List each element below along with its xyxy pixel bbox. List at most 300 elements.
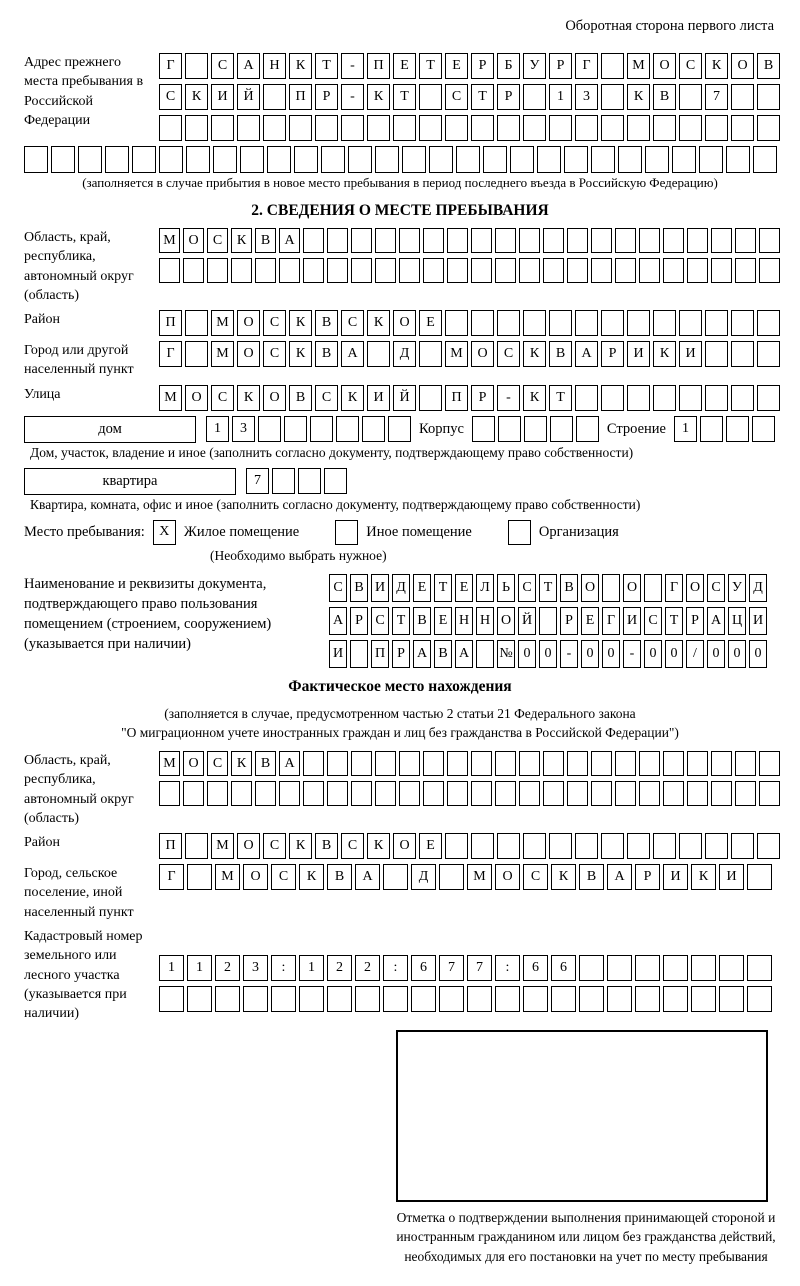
char-box[interactable]: Т [419, 53, 442, 79]
char-box[interactable]: О [623, 574, 641, 602]
char-box[interactable] [539, 607, 557, 635]
char-box[interactable]: В [549, 341, 572, 367]
char-box[interactable] [644, 574, 662, 602]
char-box[interactable]: И [329, 640, 347, 668]
char-box[interactable] [341, 115, 364, 141]
char-box[interactable] [310, 416, 333, 442]
char-box[interactable] [705, 310, 728, 336]
char-box[interactable]: 6 [551, 955, 576, 981]
char-box[interactable]: 0 [602, 640, 620, 668]
char-box[interactable]: Р [497, 84, 520, 110]
char-box[interactable] [299, 986, 324, 1012]
char-box[interactable] [187, 986, 212, 1012]
char-box[interactable] [523, 115, 546, 141]
char-box[interactable]: Р [471, 53, 494, 79]
char-box[interactable]: В [315, 341, 338, 367]
char-box[interactable] [679, 84, 702, 110]
char-box[interactable] [543, 228, 564, 253]
char-box[interactable] [691, 986, 716, 1012]
char-box[interactable]: О [686, 574, 704, 602]
char-box[interactable] [327, 258, 348, 283]
char-box[interactable] [759, 751, 780, 776]
checkbox-zhiloe[interactable]: X [153, 520, 176, 545]
char-box[interactable]: С [263, 341, 286, 367]
char-box[interactable]: В [579, 864, 604, 890]
char-box[interactable]: Б [497, 53, 520, 79]
char-box[interactable]: 2 [215, 955, 240, 981]
char-box[interactable]: А [237, 53, 260, 79]
char-box[interactable] [663, 986, 688, 1012]
char-box[interactable] [699, 146, 723, 173]
char-box[interactable] [735, 258, 756, 283]
char-box[interactable]: : [271, 955, 296, 981]
char-box[interactable]: С [341, 833, 364, 859]
char-box[interactable]: Р [601, 341, 624, 367]
char-box[interactable]: Ь [497, 574, 515, 602]
char-box[interactable] [439, 864, 464, 890]
char-box[interactable] [483, 146, 507, 173]
char-box[interactable] [419, 385, 442, 411]
char-box[interactable]: П [445, 385, 468, 411]
char-box[interactable]: 1 [187, 955, 212, 981]
char-box[interactable]: М [211, 833, 234, 859]
char-box[interactable] [439, 986, 464, 1012]
char-box[interactable] [747, 986, 772, 1012]
char-box[interactable] [551, 986, 576, 1012]
char-box[interactable]: У [728, 574, 746, 602]
char-box[interactable] [495, 751, 516, 776]
char-box[interactable]: К [705, 53, 728, 79]
char-box[interactable] [618, 146, 642, 173]
char-box[interactable] [564, 146, 588, 173]
char-box[interactable] [367, 341, 390, 367]
char-box[interactable]: О [183, 228, 204, 253]
char-box[interactable]: - [341, 53, 364, 79]
char-box[interactable]: М [159, 751, 180, 776]
char-box[interactable] [447, 751, 468, 776]
char-box[interactable] [456, 146, 480, 173]
char-box[interactable] [567, 228, 588, 253]
char-box[interactable] [653, 310, 676, 336]
char-box[interactable] [159, 146, 183, 173]
char-box[interactable] [186, 146, 210, 173]
char-box[interactable] [579, 955, 604, 981]
char-box[interactable] [495, 781, 516, 806]
char-box[interactable] [735, 781, 756, 806]
char-box[interactable]: 3 [232, 416, 255, 442]
char-box[interactable]: 1 [674, 416, 697, 442]
char-box[interactable] [615, 781, 636, 806]
kvartira-type-box[interactable]: квартира [24, 468, 236, 495]
char-box[interactable]: И [367, 385, 390, 411]
char-box[interactable]: Е [413, 574, 431, 602]
char-box[interactable] [705, 833, 728, 859]
char-box[interactable] [524, 416, 547, 442]
char-box[interactable]: С [679, 53, 702, 79]
char-box[interactable] [602, 574, 620, 602]
char-box[interactable]: А [279, 228, 300, 253]
char-box[interactable] [315, 115, 338, 141]
char-box[interactable]: П [371, 640, 389, 668]
char-box[interactable]: 0 [581, 640, 599, 668]
char-box[interactable] [255, 258, 276, 283]
char-box[interactable] [601, 310, 624, 336]
char-box[interactable] [423, 781, 444, 806]
char-box[interactable]: И [749, 607, 767, 635]
char-box[interactable] [752, 416, 775, 442]
char-box[interactable]: А [413, 640, 431, 668]
char-box[interactable] [447, 228, 468, 253]
char-box[interactable] [747, 864, 772, 890]
char-box[interactable] [663, 955, 688, 981]
char-box[interactable] [213, 146, 237, 173]
char-box[interactable]: С [211, 53, 234, 79]
char-box[interactable]: В [315, 310, 338, 336]
char-box[interactable] [367, 115, 390, 141]
checkbox-inoe[interactable] [335, 520, 358, 545]
char-box[interactable]: К [289, 341, 312, 367]
char-box[interactable] [298, 468, 321, 494]
char-box[interactable] [185, 115, 208, 141]
char-box[interactable]: К [627, 84, 650, 110]
char-box[interactable]: В [560, 574, 578, 602]
char-box[interactable]: О [581, 574, 599, 602]
char-box[interactable] [429, 146, 453, 173]
char-box[interactable] [607, 955, 632, 981]
char-box[interactable]: М [211, 310, 234, 336]
char-box[interactable] [543, 258, 564, 283]
char-box[interactable]: К [653, 341, 676, 367]
char-box[interactable]: Т [665, 607, 683, 635]
char-box[interactable]: 6 [523, 955, 548, 981]
char-box[interactable] [24, 146, 48, 173]
char-box[interactable] [601, 833, 624, 859]
char-box[interactable]: В [350, 574, 368, 602]
char-box[interactable]: Т [549, 385, 572, 411]
char-box[interactable] [327, 228, 348, 253]
char-box[interactable] [279, 781, 300, 806]
char-box[interactable] [591, 146, 615, 173]
char-box[interactable] [519, 258, 540, 283]
char-box[interactable]: Г [665, 574, 683, 602]
char-box[interactable]: С [644, 607, 662, 635]
char-box[interactable] [348, 146, 372, 173]
char-box[interactable]: С [497, 341, 520, 367]
char-box[interactable] [303, 781, 324, 806]
char-box[interactable]: Й [518, 607, 536, 635]
char-box[interactable]: О [497, 607, 515, 635]
char-box[interactable]: В [255, 751, 276, 776]
char-box[interactable] [185, 53, 208, 79]
char-box[interactable]: С [263, 310, 286, 336]
char-box[interactable]: Е [455, 574, 473, 602]
char-box[interactable]: М [467, 864, 492, 890]
char-box[interactable] [567, 751, 588, 776]
char-box[interactable] [711, 781, 732, 806]
char-box[interactable] [663, 751, 684, 776]
char-box[interactable]: 0 [749, 640, 767, 668]
char-box[interactable]: П [367, 53, 390, 79]
char-box[interactable] [258, 416, 281, 442]
char-box[interactable] [601, 115, 624, 141]
char-box[interactable] [445, 833, 468, 859]
char-box[interactable]: 1 [206, 416, 229, 442]
char-box[interactable] [549, 115, 572, 141]
char-box[interactable] [423, 228, 444, 253]
char-box[interactable]: 7 [467, 955, 492, 981]
char-box[interactable] [627, 385, 650, 411]
char-box[interactable]: О [393, 310, 416, 336]
char-box[interactable] [399, 751, 420, 776]
char-box[interactable] [567, 258, 588, 283]
char-box[interactable]: 0 [665, 640, 683, 668]
char-box[interactable] [159, 986, 184, 1012]
char-box[interactable] [687, 781, 708, 806]
char-box[interactable]: 2 [327, 955, 352, 981]
char-box[interactable]: Р [350, 607, 368, 635]
char-box[interactable] [757, 310, 780, 336]
char-box[interactable] [399, 228, 420, 253]
char-box[interactable] [467, 986, 492, 1012]
char-box[interactable] [691, 955, 716, 981]
char-box[interactable] [445, 115, 468, 141]
char-box[interactable] [663, 781, 684, 806]
char-box[interactable] [472, 416, 495, 442]
char-box[interactable]: А [607, 864, 632, 890]
char-box[interactable] [519, 751, 540, 776]
char-box[interactable] [757, 385, 780, 411]
char-box[interactable] [711, 258, 732, 283]
char-box[interactable]: М [211, 341, 234, 367]
char-box[interactable] [375, 751, 396, 776]
char-box[interactable]: К [237, 385, 260, 411]
char-box[interactable]: К [551, 864, 576, 890]
char-box[interactable] [240, 146, 264, 173]
char-box[interactable]: 3 [575, 84, 598, 110]
char-box[interactable] [159, 781, 180, 806]
char-box[interactable] [757, 115, 780, 141]
char-box[interactable]: К [523, 385, 546, 411]
char-box[interactable]: 7 [246, 468, 269, 494]
char-box[interactable] [549, 310, 572, 336]
char-box[interactable]: Т [539, 574, 557, 602]
char-box[interactable]: Е [434, 607, 452, 635]
char-box[interactable] [591, 751, 612, 776]
char-box[interactable]: Г [159, 53, 182, 79]
char-box[interactable] [327, 986, 352, 1012]
char-box[interactable]: К [341, 385, 364, 411]
char-box[interactable] [627, 833, 650, 859]
char-box[interactable]: Г [602, 607, 620, 635]
char-box[interactable]: В [757, 53, 780, 79]
char-box[interactable] [447, 258, 468, 283]
char-box[interactable] [351, 228, 372, 253]
char-box[interactable] [237, 115, 260, 141]
char-box[interactable]: М [445, 341, 468, 367]
char-box[interactable]: К [185, 84, 208, 110]
char-box[interactable]: Г [575, 53, 598, 79]
char-box[interactable] [579, 986, 604, 1012]
char-box[interactable] [519, 228, 540, 253]
char-box[interactable] [576, 416, 599, 442]
char-box[interactable]: С [263, 833, 286, 859]
char-box[interactable]: С [518, 574, 536, 602]
char-box[interactable] [757, 833, 780, 859]
char-box[interactable] [78, 146, 102, 173]
char-box[interactable]: Н [263, 53, 286, 79]
char-box[interactable]: И [623, 607, 641, 635]
char-box[interactable]: О [495, 864, 520, 890]
char-box[interactable] [471, 115, 494, 141]
char-box[interactable]: С [207, 751, 228, 776]
char-box[interactable]: 7 [705, 84, 728, 110]
char-box[interactable] [211, 115, 234, 141]
char-box[interactable]: К [523, 341, 546, 367]
char-box[interactable]: Е [445, 53, 468, 79]
char-box[interactable] [731, 84, 754, 110]
char-box[interactable] [303, 228, 324, 253]
char-box[interactable] [705, 115, 728, 141]
char-box[interactable]: А [341, 341, 364, 367]
char-box[interactable]: 0 [539, 640, 557, 668]
char-box[interactable] [653, 115, 676, 141]
char-box[interactable]: К [289, 53, 312, 79]
char-box[interactable] [679, 115, 702, 141]
char-box[interactable] [303, 751, 324, 776]
char-box[interactable]: - [341, 84, 364, 110]
char-box[interactable]: П [289, 84, 312, 110]
char-box[interactable] [185, 833, 208, 859]
char-box[interactable]: С [315, 385, 338, 411]
char-box[interactable] [183, 781, 204, 806]
char-box[interactable] [687, 228, 708, 253]
char-box[interactable]: - [497, 385, 520, 411]
char-box[interactable] [263, 115, 286, 141]
char-box[interactable] [639, 751, 660, 776]
char-box[interactable]: О [731, 53, 754, 79]
char-box[interactable] [601, 385, 624, 411]
char-box[interactable] [471, 781, 492, 806]
char-box[interactable]: 6 [411, 955, 436, 981]
char-box[interactable]: И [211, 84, 234, 110]
char-box[interactable] [731, 341, 754, 367]
char-box[interactable] [498, 416, 521, 442]
char-box[interactable] [627, 115, 650, 141]
char-box[interactable] [663, 258, 684, 283]
char-box[interactable]: К [691, 864, 716, 890]
char-box[interactable] [510, 146, 534, 173]
char-box[interactable] [639, 228, 660, 253]
char-box[interactable]: И [371, 574, 389, 602]
char-box[interactable] [159, 115, 182, 141]
char-box[interactable]: О [237, 833, 260, 859]
char-box[interactable]: Т [471, 84, 494, 110]
char-box[interactable] [271, 986, 296, 1012]
char-box[interactable]: К [289, 833, 312, 859]
char-box[interactable] [419, 84, 442, 110]
char-box[interactable]: В [434, 640, 452, 668]
char-box[interactable]: Г [159, 864, 184, 890]
char-box[interactable]: Д [749, 574, 767, 602]
char-box[interactable] [105, 146, 129, 173]
char-box[interactable]: В [653, 84, 676, 110]
char-box[interactable]: О [185, 385, 208, 411]
char-box[interactable] [351, 781, 372, 806]
char-box[interactable]: О [393, 833, 416, 859]
char-box[interactable] [711, 228, 732, 253]
char-box[interactable]: С [211, 385, 234, 411]
char-box[interactable] [402, 146, 426, 173]
char-box[interactable] [645, 146, 669, 173]
char-box[interactable] [639, 781, 660, 806]
char-box[interactable]: И [663, 864, 688, 890]
char-box[interactable] [687, 751, 708, 776]
char-box[interactable] [575, 115, 598, 141]
char-box[interactable] [627, 310, 650, 336]
char-box[interactable]: М [159, 228, 180, 253]
char-box[interactable] [497, 115, 520, 141]
char-box[interactable] [735, 751, 756, 776]
char-box[interactable]: Г [159, 341, 182, 367]
char-box[interactable]: Т [434, 574, 452, 602]
char-box[interactable]: О [183, 751, 204, 776]
char-box[interactable] [731, 115, 754, 141]
char-box[interactable]: С [341, 310, 364, 336]
char-box[interactable] [575, 385, 598, 411]
char-box[interactable]: Р [549, 53, 572, 79]
char-box[interactable] [711, 751, 732, 776]
char-box[interactable] [294, 146, 318, 173]
char-box[interactable]: - [623, 640, 641, 668]
char-box[interactable] [471, 833, 494, 859]
char-box[interactable] [615, 751, 636, 776]
char-box[interactable] [327, 751, 348, 776]
char-box[interactable] [591, 258, 612, 283]
char-box[interactable]: Н [476, 607, 494, 635]
char-box[interactable]: Р [392, 640, 410, 668]
char-box[interactable] [757, 341, 780, 367]
char-box[interactable] [679, 310, 702, 336]
checkbox-organizatsiya[interactable] [508, 520, 531, 545]
char-box[interactable]: О [243, 864, 268, 890]
char-box[interactable]: К [231, 751, 252, 776]
char-box[interactable] [471, 751, 492, 776]
char-box[interactable] [187, 864, 212, 890]
char-box[interactable] [523, 84, 546, 110]
char-box[interactable] [523, 310, 546, 336]
char-box[interactable] [183, 258, 204, 283]
char-box[interactable]: К [367, 833, 390, 859]
char-box[interactable]: Р [471, 385, 494, 411]
char-box[interactable] [423, 258, 444, 283]
char-box[interactable]: С [707, 574, 725, 602]
char-box[interactable] [615, 258, 636, 283]
dom-type-box[interactable]: дом [24, 416, 196, 443]
char-box[interactable] [607, 986, 632, 1012]
char-box[interactable] [635, 986, 660, 1012]
char-box[interactable]: В [289, 385, 312, 411]
char-box[interactable]: Е [419, 833, 442, 859]
char-box[interactable]: Д [411, 864, 436, 890]
char-box[interactable]: К [231, 228, 252, 253]
char-box[interactable]: О [653, 53, 676, 79]
char-box[interactable]: О [471, 341, 494, 367]
char-box[interactable] [419, 341, 442, 367]
char-box[interactable]: Н [455, 607, 473, 635]
char-box[interactable]: Д [392, 574, 410, 602]
char-box[interactable] [383, 864, 408, 890]
char-box[interactable] [550, 416, 573, 442]
